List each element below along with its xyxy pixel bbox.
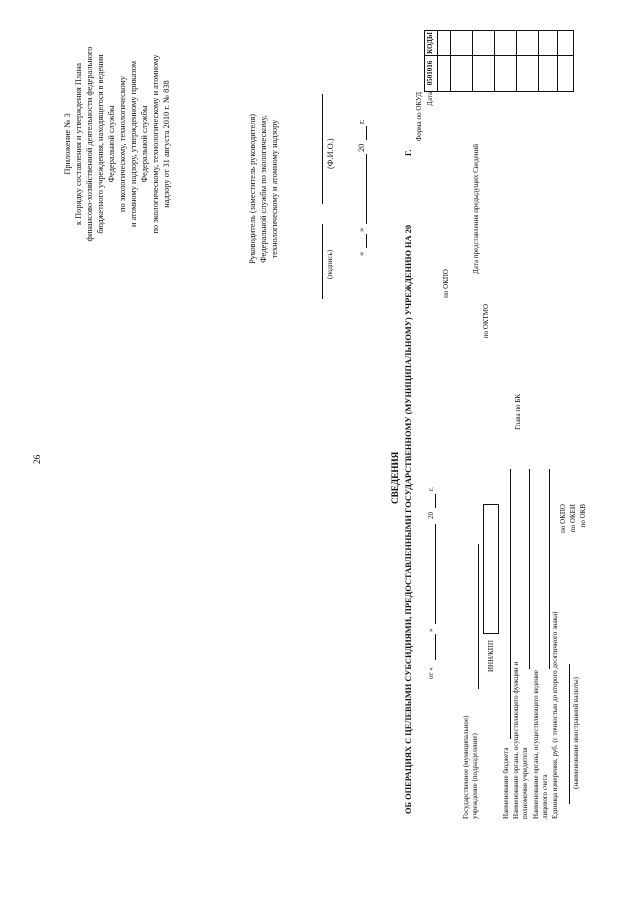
approval-line: Федеральной службы по экологическому, bbox=[259, 115, 268, 263]
approval-year-suffix: г. bbox=[357, 119, 366, 124]
period-year-suffix: г. bbox=[427, 487, 435, 491]
period-year-line bbox=[435, 494, 436, 508]
appendix-line: надзору от 31 августа 2010 г. № 838 bbox=[162, 80, 171, 208]
code-label-oktmo: по ОКТМО bbox=[482, 304, 490, 339]
approval-block bbox=[247, 79, 280, 299]
codes-table bbox=[424, 30, 574, 92]
codes-okud-value: 0501016 bbox=[426, 60, 434, 86]
inn-kpp-label: ИНН/КПП bbox=[487, 640, 495, 672]
code-label-okpo-2: по ОКПО bbox=[559, 504, 567, 533]
account-organ-line bbox=[549, 469, 550, 669]
codes-row-line bbox=[437, 30, 438, 92]
codes-row-line bbox=[494, 30, 495, 92]
signature-caption: (подпись) bbox=[326, 249, 334, 279]
budget-label: Наименование бюджета bbox=[502, 747, 510, 819]
approval-year-prefix: 20 bbox=[357, 143, 366, 152]
founder-organ-label: Наименование органа, осуществляющего функции и полномочия учредителя bbox=[512, 661, 529, 819]
appendix-line: бюджетного учреждения, находящегося в ведении bbox=[96, 54, 105, 234]
appendix-line: Федеральной службы bbox=[107, 105, 116, 183]
appendix-block bbox=[62, 4, 172, 284]
code-label-okei: по ОКЕИ bbox=[569, 504, 577, 533]
codes-divider bbox=[424, 55, 574, 56]
page-content bbox=[32, 0, 612, 904]
period-from-label: от « bbox=[427, 667, 435, 679]
period-day-line bbox=[435, 634, 436, 660]
form-subtitle: ОБ ОПЕРАЦИЯХ С ЦЕЛЕВЫМИ СУБСИДИЯМИ, ПРЕДОСТАВЛЕННЫМИ ГОСУДАРСТВЕННОМУ (МУНИЦИПАЛЬНОМУ) УЧРЕЖДЕНИЮ НА 20 bbox=[404, 224, 413, 814]
form-subtitle-suffix: Г. bbox=[404, 149, 413, 156]
code-label-okud: Форма по ОКУД bbox=[415, 92, 423, 142]
approval-month-line bbox=[366, 154, 367, 224]
signature-line bbox=[322, 224, 323, 299]
appendix-line: Приложение № 3 bbox=[63, 113, 72, 175]
inn-kpp-box[interactable] bbox=[483, 504, 499, 634]
code-label-glava: Глава по БК bbox=[514, 394, 522, 430]
code-label-okpo: по ОКПО bbox=[442, 269, 450, 298]
appendix-line: к Порядку составления и утверждения Плана bbox=[74, 63, 83, 225]
appendix-line: Федеральной службы bbox=[140, 105, 149, 183]
period-year-prefix: 20 bbox=[427, 512, 435, 519]
budget-line bbox=[510, 469, 511, 739]
appendix-line: по экологическому, технологическому и атомному bbox=[151, 54, 160, 234]
appendix-line: финансово-хозяйственной деятельности федерального bbox=[85, 46, 94, 242]
approval-date-open: « bbox=[357, 251, 366, 256]
form-title: СВЕДЕНИЯ bbox=[390, 451, 400, 504]
unit-label: Единица измерения, руб. (с точностью до второго десятичного знака) bbox=[551, 611, 559, 819]
appendix-line: по экологическому, технологическому bbox=[118, 75, 127, 213]
codes-row-line bbox=[516, 30, 517, 92]
page-number: 26 bbox=[32, 454, 42, 464]
codes-row-line bbox=[538, 30, 539, 92]
founder-organ-line bbox=[529, 469, 530, 669]
appendix-line: и атомному надзору, утвержденному приказом bbox=[129, 60, 138, 228]
codes-row-line bbox=[557, 30, 558, 92]
codes-row-line bbox=[472, 30, 473, 92]
period-close-quote: » bbox=[427, 628, 435, 632]
fio-caption: (Ф.И.О.) bbox=[326, 138, 335, 169]
approval-line: Руководитель (заместитель руководителя) bbox=[248, 114, 257, 264]
fio-line bbox=[322, 94, 323, 204]
period-month-line bbox=[435, 524, 436, 624]
institution-label: Государственное (муниципальное) учреждение (подразделение) bbox=[462, 715, 479, 819]
codes-header: КОДЫ bbox=[426, 32, 434, 54]
approval-year-line bbox=[366, 126, 367, 140]
approval-day-line bbox=[366, 234, 367, 248]
codes-row-line bbox=[450, 30, 451, 92]
code-label-okv: по ОКВ bbox=[579, 504, 587, 528]
code-label-prev-date: Дата представления предыдущих Сведений bbox=[472, 144, 480, 274]
institution-line bbox=[478, 544, 479, 689]
currency-caption: (наименование иностранной валюты) bbox=[572, 677, 580, 789]
code-label-date: Дата bbox=[426, 92, 434, 106]
approval-date-close: » bbox=[357, 227, 366, 232]
approval-line: технологическому и атомному надзору bbox=[270, 119, 279, 259]
account-organ-label: Наименование органа, осуществляющего ведение лицевого счета bbox=[532, 670, 549, 819]
currency-line bbox=[569, 664, 570, 804]
